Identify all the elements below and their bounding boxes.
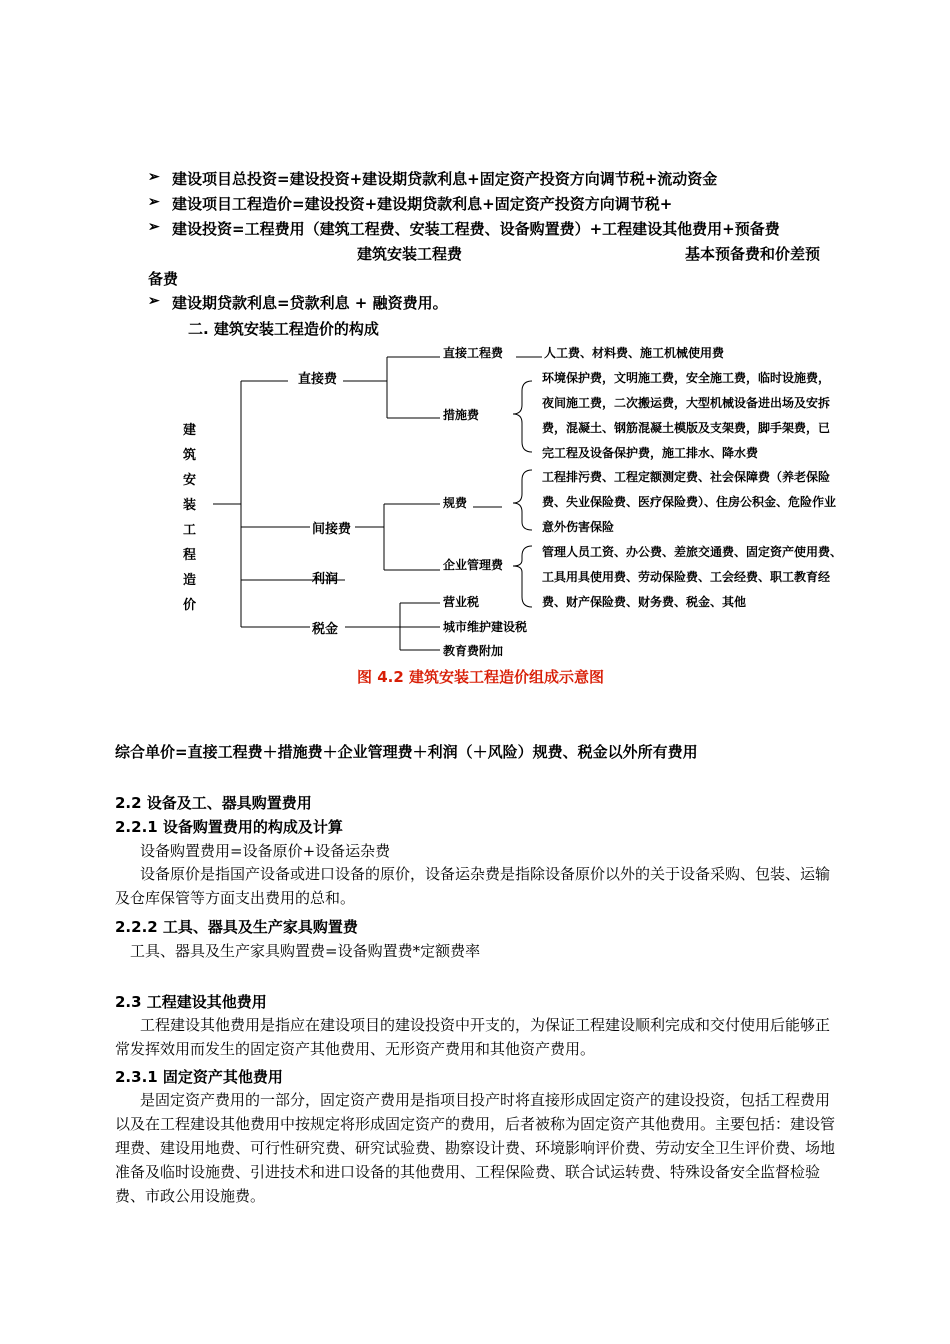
cuoshi-line: 费，混凝土、钢筋混凝土模版及支架费，脚手架费，已 <box>542 421 831 435</box>
bullet-text-total-investment: 建设项目总投资=建设投资+建设期贷款利息+固定资产投资方向调节税+流动资金 <box>172 170 718 188</box>
bullet-marker: ➢ <box>148 219 160 235</box>
section-2-3-1-paragraph: 是固定资产费用的一部分，固定资产费用是指项目投产时将直接形成固定资产的建设投资，包括工程费用以及在工程建设其他费用中按规定将形成固定资产的费用，后者被称为固定资产其他费用。主要包括：建设管理费、建设用地费、可行性研究费、研究试验费、勘察设计费、环境影响评价费、劳动安全卫生评价费、场地准备及临时设施费、引进技术和进口设备的其他费用、工程保险费、联合试运转费、特殊设备安全监督检验费、市政公用设施费。 <box>115 1091 836 1205</box>
node-zhijiefei: 直接费 <box>298 372 338 387</box>
node-lirun: 利润 <box>312 572 339 587</box>
bullet-text-project-cost: 建设项目工程造价=建设投资+建设期贷款利息+固定资产投资方向调节税+ <box>172 195 673 213</box>
bullet-note-wrap: 备费 <box>148 270 179 288</box>
node-qiye-guanlifei: 企业管理费 <box>443 558 504 572</box>
cuoshi-line: 夜间施工费，二次搬运费，大型机械设备进出场及安拆 <box>542 396 831 410</box>
guifei-line: 费、失业保险费、医疗保险费）、住房公积金、危险作业 <box>542 495 837 509</box>
node-chengshi-weihu: 城市维护建设税 <box>443 620 528 634</box>
bullet-note-right: 基本预备费和价差预 <box>685 245 821 263</box>
bullet-marker: ➢ <box>148 293 160 309</box>
root-char: 价 <box>183 598 197 613</box>
root-char: 程 <box>183 548 197 563</box>
section-2-2-title: 2.2 设备及工、器具购置费用 <box>115 794 312 812</box>
node-cuoshifei: 措施费 <box>443 408 480 422</box>
section-heading: 二. 建筑安装工程造价的构成 <box>188 320 379 338</box>
section-2-2-2-title: 2.2.2 工具、器具及生产家具购置费 <box>115 918 358 936</box>
section-2-3-paragraph: 工程建设其他费用是指应在建设项目的建设投资中开支的，为保证工程建设顺利完成和交付使用后能够正常发挥效用而发生的固定资产其他费用、无形资产费用和其他资产费用。 <box>115 1016 831 1058</box>
node-yingyeshui: 营业税 <box>443 595 480 609</box>
guifei-line: 工程排污费、工程定额测定费、社会保障费（养老保险 <box>542 470 831 484</box>
root-char: 安 <box>183 473 197 488</box>
node-jianjiefei: 间接费 <box>312 522 352 537</box>
qiye-line: 费、财产保险费、财务费、税金、其他 <box>542 595 747 609</box>
node-zhijie-gongchengfei: 直接工程费 <box>443 346 504 360</box>
node-zhijie-items: 人工费、材料费、施工机械使用费 <box>544 346 725 360</box>
figure-caption: 图 4.2 建筑安装工程造价组成示意图 <box>357 668 605 686</box>
section-2-3-1-title: 2.3.1 固定资产其他费用 <box>115 1068 283 1086</box>
bullet-text-construction-investment: 建设投资=工程费用（建筑工程费、安装工程费、设备购置费）+工程建设其他费用+预备费 <box>172 220 780 238</box>
qiye-line: 工具用具使用费、劳动保险费、工会经费、职工教育经 <box>542 570 831 584</box>
unit-price-formula: 综合单价=直接工程费＋措施费＋企业管理费＋利润（＋风险）规费、税金以外所有费用 <box>115 743 698 761</box>
qiye-line: 管理人员工资、办公费、差旅交通费、固定资产使用费、 <box>542 545 843 559</box>
bullet-note-left: 建筑安装工程费 <box>357 245 463 263</box>
root-char: 建 <box>183 423 197 438</box>
section-2-2-1-title: 2.2.1 设备购置费用的构成及计算 <box>115 818 343 836</box>
section-2-2-1-formula: 设备购置费用=设备原价+设备运杂费 <box>140 842 391 860</box>
root-char: 装 <box>183 498 197 513</box>
node-guifei: 规费 <box>443 496 468 510</box>
section-2-3-title: 2.3 工程建设其他费用 <box>115 993 267 1011</box>
root-char: 筑 <box>183 448 197 463</box>
node-jiaoyu-fujia: 教育费附加 <box>443 644 504 658</box>
bullet-marker: ➢ <box>148 169 160 185</box>
bullet-marker: ➢ <box>148 194 160 210</box>
section-2-2-2-formula: 工具、器具及生产家具购置费=设备购置费*定额费率 <box>130 942 481 960</box>
bullet-text-loan-interest: 建设期贷款利息=贷款利息 + 融资费用。 <box>172 294 448 312</box>
root-char: 造 <box>183 573 197 588</box>
root-char: 工 <box>183 523 197 538</box>
guifei-line: 意外伤害保险 <box>542 520 615 534</box>
node-shuijin: 税金 <box>312 622 339 637</box>
cuoshi-line: 完工程及设备保护费，施工排水、降水费 <box>542 446 759 460</box>
section-2-2-1-paragraph: 设备原价是指国产设备或进口设备的原价，设备运杂费是指除设备原价以外的关于设备采购、包装、运输及仓库保管等方面支出费用的总和。 <box>115 865 831 907</box>
cuoshi-line: 环境保护费，文明施工费，安全施工费，临时设施费， <box>542 371 831 385</box>
